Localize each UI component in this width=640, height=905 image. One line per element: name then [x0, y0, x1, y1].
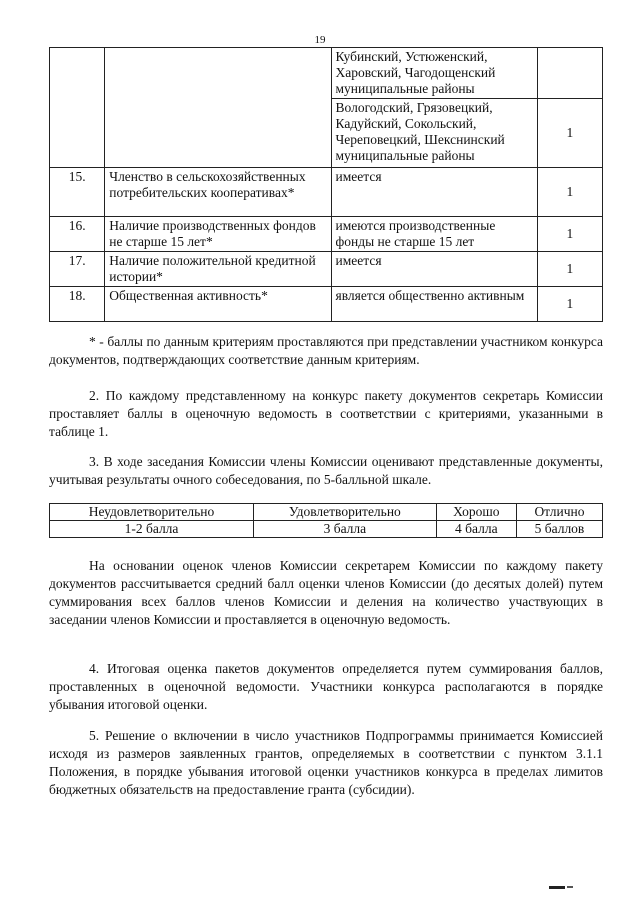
criterion-value: имеется [331, 252, 537, 287]
scale-header: Удовлетворительно [254, 504, 437, 521]
row-number: 15. [50, 168, 105, 217]
table-row [50, 287, 603, 322]
table-row [50, 504, 603, 521]
paragraph-average-score: На основании оценок членов Комиссии секретарем Комиссии по каждому пакету документов рассчитывается средний балл оценки членов Комиссии (до десятых долей) путем суммирования всех баллов членов Комиссии и деления на количество участвующих в заседании членов Комиссии и проставляется в оценочную ведомость. [49, 558, 603, 627]
rating-scale-table [49, 503, 603, 538]
scale-header: Неудовлетворительно [50, 504, 254, 521]
criterion-score [537, 48, 602, 99]
criterion-score: 1 [537, 217, 602, 252]
criterion-score: 1 [537, 168, 602, 217]
scale-value: 3 балла [254, 521, 437, 538]
scale-value: 1-2 балла [50, 521, 254, 538]
criterion-score: 1 [537, 287, 602, 322]
scan-mark [567, 886, 573, 888]
table-row [50, 217, 603, 252]
criteria-table [49, 47, 603, 322]
criterion-value: Вологодский, Грязовецкий, Кадуйский, Сокольский, Череповецкий, Шекснинский муниципальные районы [331, 99, 537, 168]
table-row [50, 521, 603, 538]
criterion-score: 1 [537, 99, 602, 168]
criterion-name: Наличие производственных фондов не старше 15 лет* [105, 217, 331, 252]
footnote: * - баллы по данным критериям проставляются при представлении участником конкурса документов, подтверждающих соответствие данным критериям. [49, 334, 603, 367]
scale-value: 5 баллов [516, 521, 602, 538]
scale-value: 4 балла [436, 521, 516, 538]
paragraph-4: 4. Итоговая оценка пакетов документов определяется путем суммирования баллов, проставленных в оценочной ведомости. Участники конкурса располагаются в порядке убывания итоговой оценки. [49, 661, 603, 712]
criterion-name: Общественная активность* [105, 287, 331, 322]
row-number: 18. [50, 287, 105, 322]
criterion-value: Кубинский, Устюженский, Харовский, Чагодощенский муниципальные районы [331, 48, 537, 99]
criterion-value: имеются производственные фонды не старше 15 лет [331, 217, 537, 252]
row-number: 16. [50, 217, 105, 252]
paragraph-3: 3. В ходе заседания Комиссии члены Комиссии оценивают представленные документы, учитывая результаты очного собеседования, по 5-балльной шкале. [49, 454, 603, 487]
criterion-score: 1 [537, 252, 602, 287]
scan-mark [549, 886, 565, 889]
criterion-value: имеется [331, 168, 537, 217]
criterion-name [105, 48, 331, 168]
table-row [50, 48, 603, 99]
page-number: 19 [314, 34, 326, 46]
row-number: 17. [50, 252, 105, 287]
paragraph-2: 2. По каждому представленному на конкурс пакету документов секретарь Комиссии проставляет баллы в оценочную ведомость в соответствии с критериями, указанными в таблице 1. [49, 388, 603, 439]
table-row [50, 168, 603, 217]
paragraph-5: 5. Решение о включении в число участников Подпрограммы принимается Комиссией исходя из размеров заявленных грантов, определяемых в соответствии с пунктом 3.1.1 Положения, в порядке убывания итоговой оценки участников конкурса в пределах лимитов бюджетных обязательств на предоставление гранта (субсидии). [49, 728, 603, 797]
scale-header: Отлично [516, 504, 602, 521]
criterion-name: Членство в сельскохозяйственных потребительских кооперативах* [105, 168, 331, 217]
criterion-value: является общественно активным [331, 287, 537, 322]
row-number [50, 48, 105, 168]
table-row [50, 252, 603, 287]
scale-header: Хорошо [436, 504, 516, 521]
criterion-name: Наличие положительной кредитной истории* [105, 252, 331, 287]
